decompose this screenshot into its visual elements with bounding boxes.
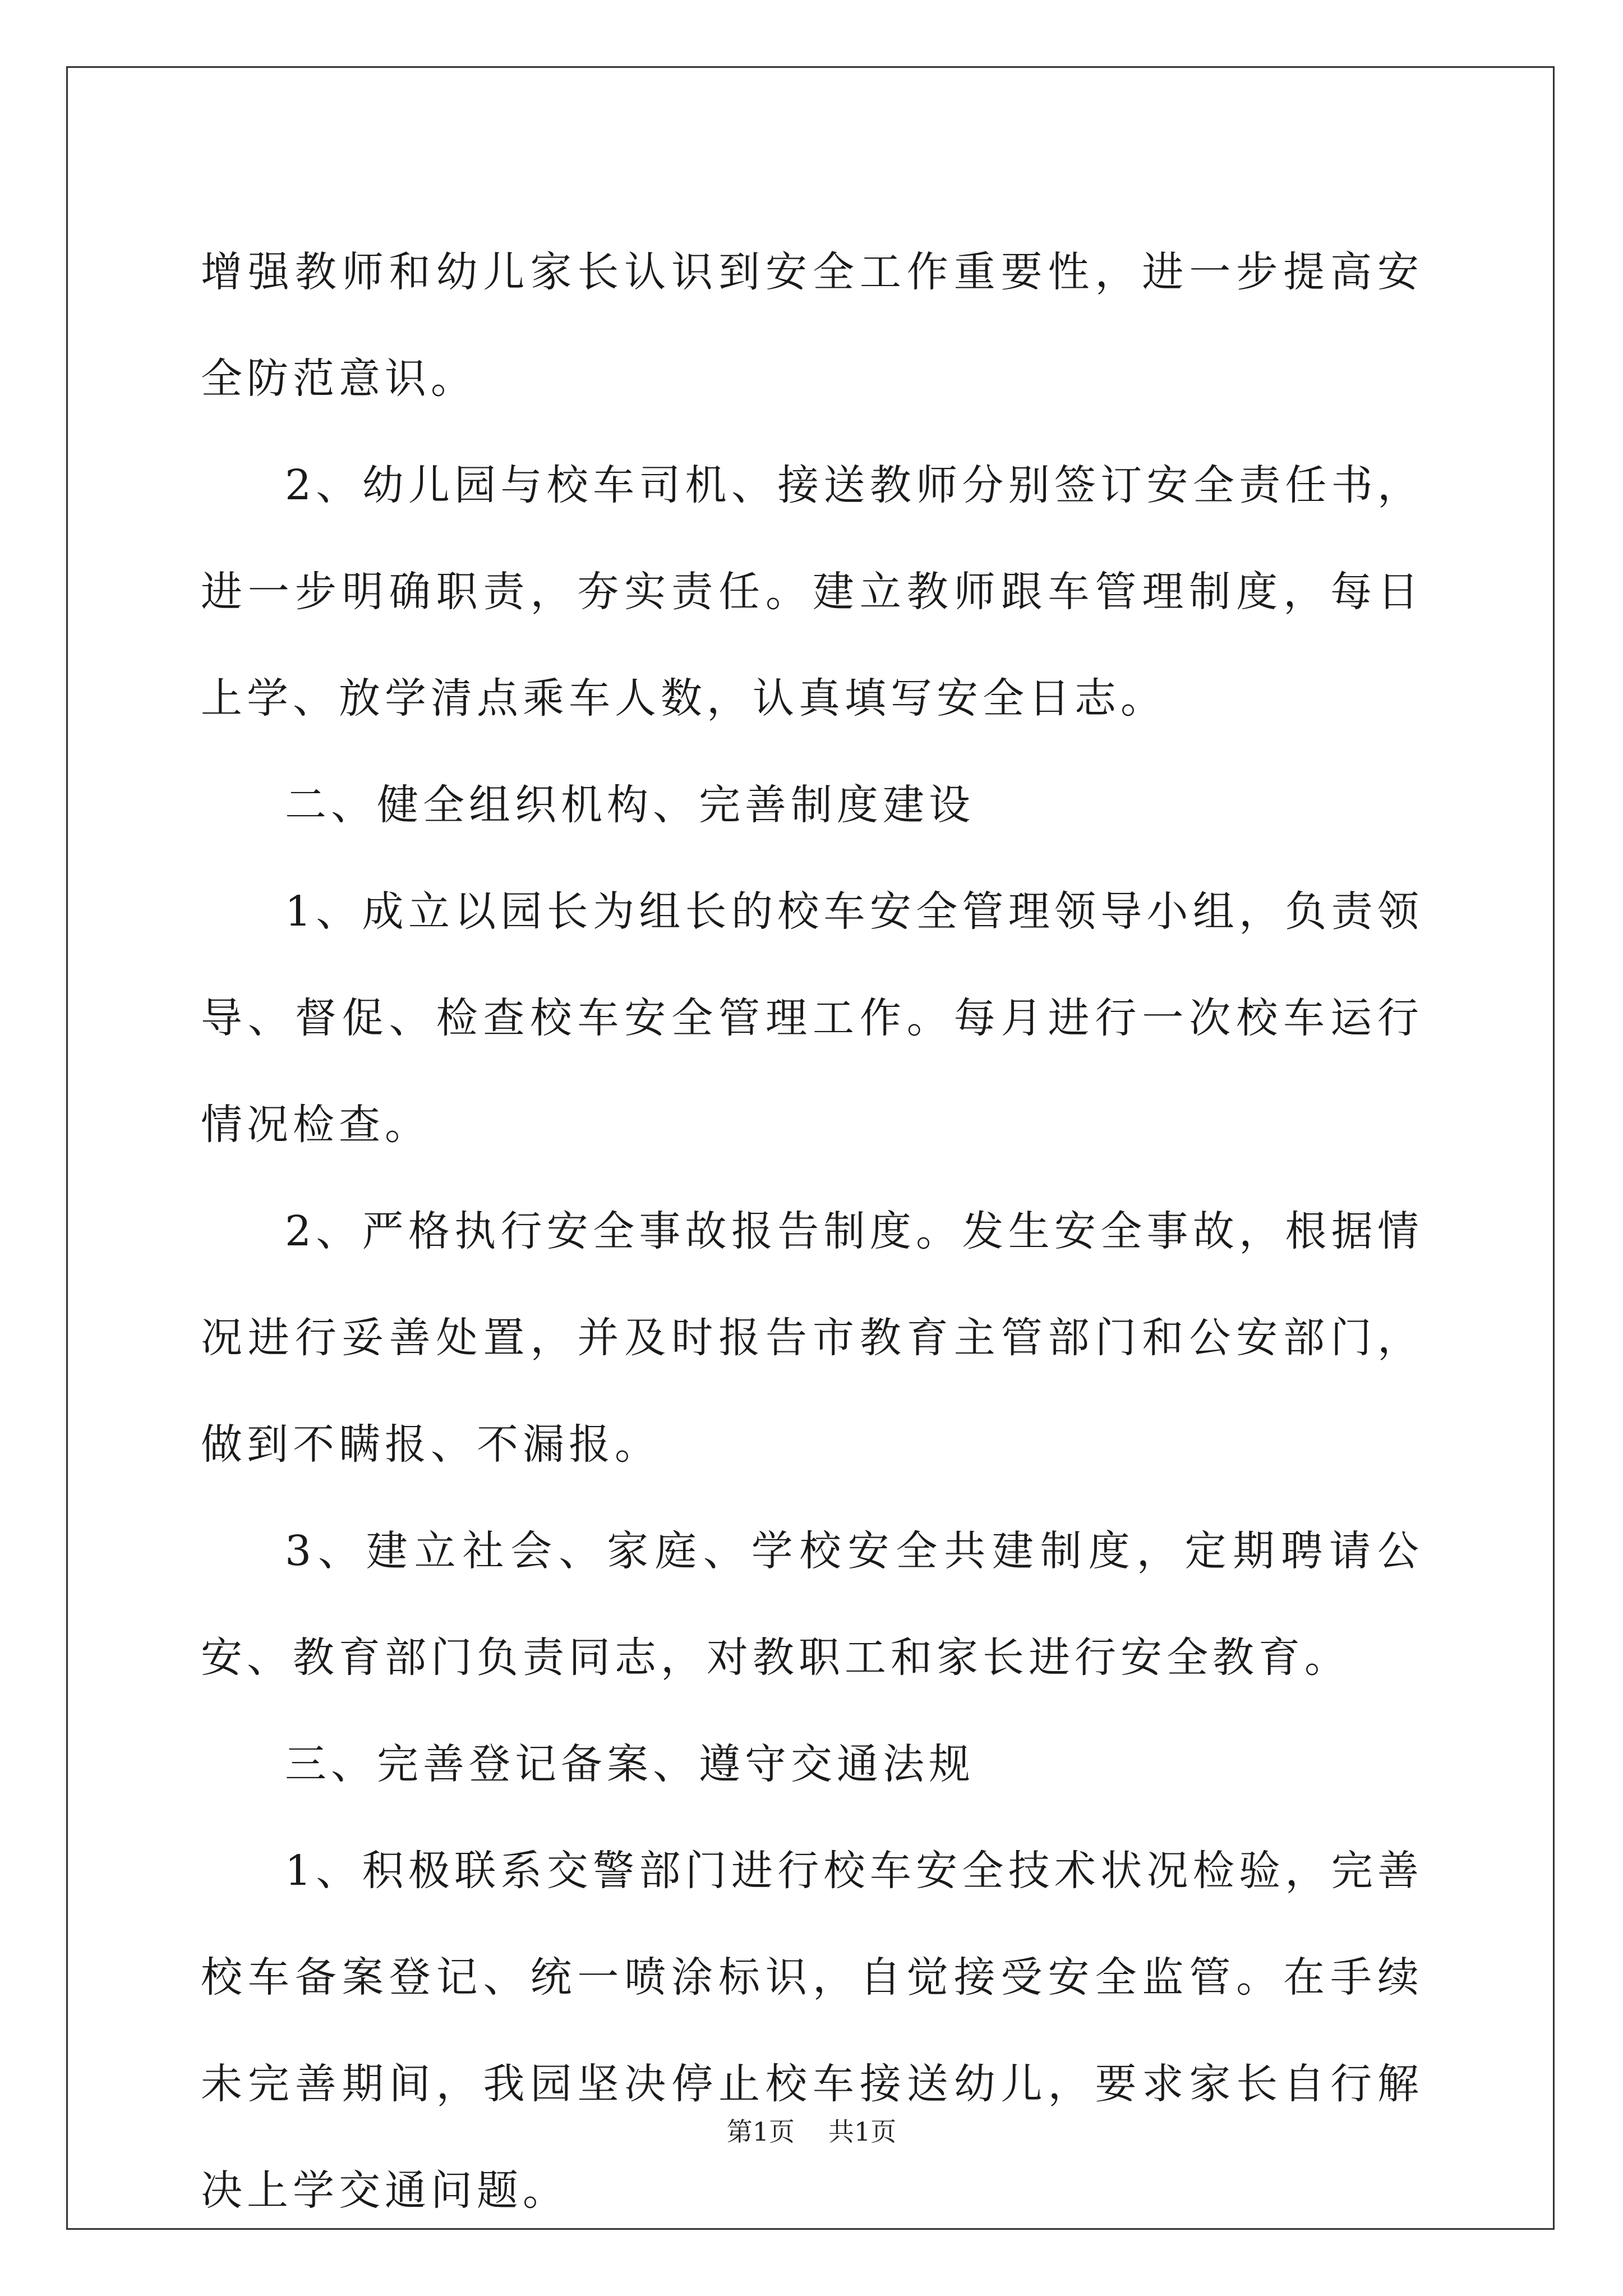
page-number-total: 共1页 (828, 2116, 897, 2147)
page-number-current: 第1页 (726, 2116, 795, 2147)
section-heading-3: 三、完善登记备案、遵守交通法规 (285, 1740, 975, 1788)
paragraph-1: 增强教师和幼儿家长认识到安全工作重要性，进一步提高安全防范意识。 (201, 248, 1423, 403)
paragraph-2: 2、幼儿园与校车司机、接送教师分别签订安全责任书，进一步明确职责，夯实责任。建立教师跟车管理制度，每日上学、放学清点乘车人数，认真填写安全日志。 (201, 461, 1423, 723)
page-footer (0, 2115, 1623, 2148)
section-heading-2: 二、健全组织机构、完善制度建设 (285, 781, 975, 829)
paragraph-6: 1、积极联系交警部门进行校车安全技术状况检验，完善校车备案登记、统一喷涂标识，自觉接受安全监管。在手续未完善期间，我园坚决停止校车接送幼儿，要求家长自行解决上学交通问题。 (201, 1847, 1423, 2215)
document-body (201, 219, 1423, 2244)
paragraph-5: 3、建立社会、家庭、学校安全共建制度，定期聘请公安、教育部门负责同志，对教职工和家长进行安全教育。 (201, 1527, 1423, 1682)
paragraph-4: 2、严格执行安全事故报告制度。发生安全事故，根据情况进行妥善处置，并及时报告市教育主管部门和公安部门，做到不瞒报、不漏报。 (201, 1207, 1423, 1469)
paragraph-3: 1、成立以园长为组长的校车安全管理领导小组，负责领导、督促、检查校车安全管理工作。每月进行一次校车运行情况检查。 (201, 887, 1423, 1149)
